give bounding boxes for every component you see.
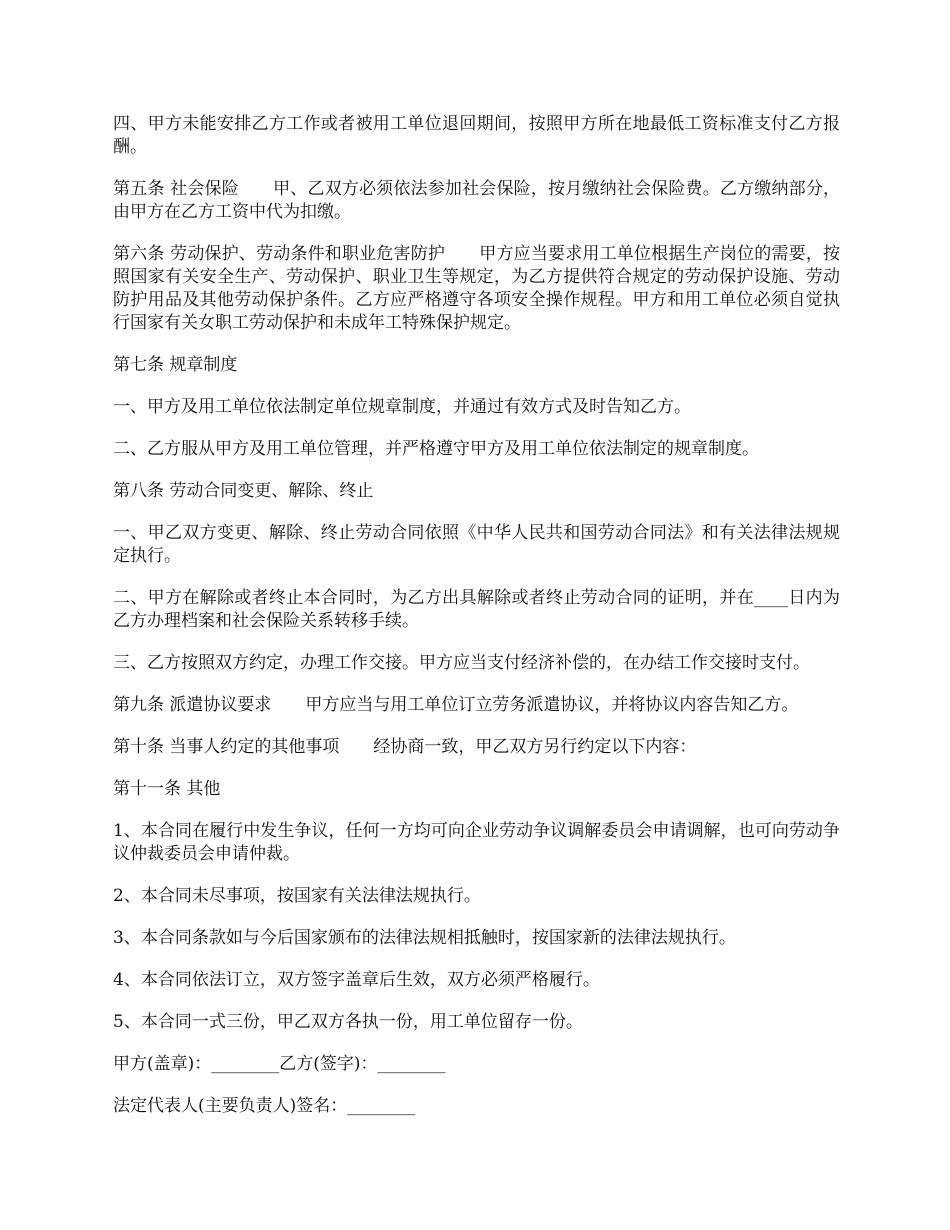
signature-line-parties: 甲方(盖章)：________乙方(签字)：________ bbox=[113, 1054, 446, 1074]
article-body: 甲、乙双方必须依法参加社会保险，按月缴纳社会保险费。乙方缴纳部分，由甲方在乙方工资中代为扣缴。 bbox=[113, 179, 841, 222]
article-body: 甲方应当要求用工单位根据生产岗位的需要，按照国家有关安全生产、劳动保护、职业卫生等规定，为乙方提供符合规定的劳动保护设施、劳动防护用品及其他劳动保护条件。乙方应严格遵守各项安全操作规程。甲方和用工单位必须自觉执行国家有关女职工劳动保护和未成年工特殊保护规定。 bbox=[113, 244, 840, 333]
document-page bbox=[113, 113, 840, 1137]
clause-item: 5、本合同一式三份，甲乙双方各执一份，用工单位留存一份。 bbox=[113, 1012, 583, 1032]
article-heading: 第九条 派遣协议要求 bbox=[113, 695, 272, 715]
article-body: 甲方应当与用工单位订立劳务派遣协议，并将协议内容告知乙方。 bbox=[305, 695, 799, 715]
article-11-heading: 第十一条 其他 bbox=[113, 779, 221, 799]
paragraph: 一、甲乙双方变更、解除、终止劳动合同依照《中华人民共和国劳动合同法》和有关法律法规规定执行。 bbox=[113, 523, 840, 566]
signature-line-representative: 法定代表人(主要负责人)签名：________ bbox=[113, 1096, 416, 1116]
paragraph: 四、甲方未能安排乙方工作或者被用工单位退回期间，按照甲方所在地最低工资标准支付乙方报酬。 bbox=[113, 114, 840, 157]
clause-item: 1、本合同在履行中发生争议，任何一方均可向企业劳动争议调解委员会申请调解，也可向劳动争议仲裁委员会申请仲裁。 bbox=[113, 821, 840, 864]
article-8-heading: 第八条 劳动合同变更、解除、终止 bbox=[113, 481, 374, 501]
article-9-dispatch-agreement bbox=[113, 694, 840, 717]
clause-item: 4、本合同依法订立，双方签字盖章后生效，双方必须严格履行。 bbox=[113, 970, 600, 990]
clause-item: 3、本合同条款如与今后国家颁布的法律法规相抵触时，按国家新的法律法规执行。 bbox=[113, 928, 736, 948]
paragraph: 一、甲方及用工单位依法制定单位规章制度，并通过有效方式及时告知乙方。 bbox=[113, 397, 691, 417]
article-6-labor-protection bbox=[113, 243, 840, 335]
clause-item: 2、本合同未尽事项，按国家有关法律法规执行。 bbox=[113, 886, 481, 906]
article-heading: 第十条 当事人约定的其他事项 bbox=[113, 737, 340, 757]
article-7-heading: 第七条 规章制度 bbox=[113, 355, 238, 375]
article-10-other-agreements bbox=[113, 736, 840, 759]
paragraph: 二、乙方服从甲方及用工单位管理，并严格遵守甲方及用工单位依法制定的规章制度。 bbox=[113, 439, 759, 459]
article-5-social-insurance bbox=[113, 178, 840, 224]
article-body: 经协商一致，甲乙双方另行约定以下内容： bbox=[373, 737, 697, 757]
article-heading: 第六条 劳动保护、劳动条件和职业危害防护 bbox=[113, 244, 446, 264]
paragraph: 三、乙方按照双方约定，办理工作交接。甲方应当支付经济补偿的，在办结工作交接时支付。 bbox=[113, 653, 810, 673]
paragraph: 二、甲方在解除或者终止本合同时，为乙方出具解除或者终止劳动合同的证明，并在____日内为乙方办理档案和社会保险关系转移手续。 bbox=[113, 588, 840, 631]
article-heading: 第五条 社会保险 bbox=[113, 179, 239, 199]
